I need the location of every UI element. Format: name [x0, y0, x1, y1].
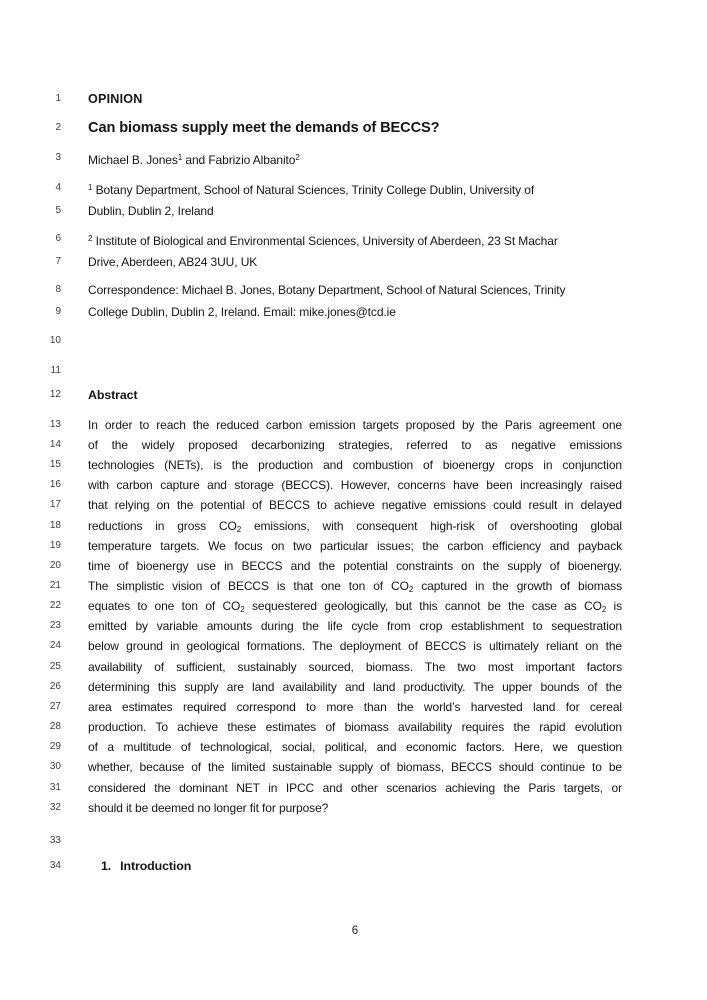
line-text — [88, 536, 622, 556]
text-segment: Can biomass supply meet the demands of BECCS? — [88, 120, 440, 136]
page-number: 6 — [351, 925, 359, 937]
text-segment: production. To achieve these estimates of biomass availability requires the rapid evolution — [88, 720, 622, 734]
line-text — [88, 252, 622, 272]
text-segment: with carbon capture and storage (BECCS). However, concerns have been increasingly raised — [88, 478, 622, 492]
abstract-line — [0, 778, 707, 798]
line-text — [88, 717, 622, 737]
affiliation-2-line2 — [0, 252, 707, 272]
text-segment: The simplistic vision of BECCS is that one ton of CO — [88, 579, 409, 593]
line-text — [88, 831, 622, 851]
text-segment: technologies (NETs), is the production and combustion of bioenergy crops in conjunction — [88, 458, 622, 472]
blank-line — [0, 331, 707, 351]
text-segment: that relying on the potential of BECCS to achieve negative emissions could result in delayed — [88, 498, 622, 512]
line-text — [88, 757, 622, 777]
text-segment: Drive, Aberdeen, AB24 3UU, UK — [88, 255, 258, 269]
line-number: 5 — [55, 205, 61, 216]
blank-line — [0, 361, 707, 381]
line-text — [88, 677, 622, 697]
text-segment: Dublin, Dublin 2, Ireland — [88, 204, 214, 218]
superscript: 1 — [177, 153, 183, 162]
abstract-line — [0, 717, 707, 737]
text-segment: Institute of Biological and Environmental Sciences, University of Aberdeen, 23 St Machar — [92, 234, 558, 248]
line-number: 16 — [49, 479, 61, 490]
line-text — [88, 415, 622, 435]
line-text — [88, 778, 622, 798]
line-number: 9 — [55, 306, 61, 317]
line-number: 31 — [49, 782, 61, 793]
line-text — [88, 361, 622, 381]
text-segment: below ground in geological formations. The deployment of BECCS is ultimately reliant on the — [88, 639, 622, 653]
line-number: 13 — [49, 419, 61, 430]
introduction-heading — [0, 856, 707, 876]
text-segment: emissions, with consequent high-risk of overshooting global — [241, 519, 622, 533]
line-text — [88, 636, 622, 656]
line-text — [88, 229, 622, 249]
line-number: 21 — [49, 580, 61, 591]
affiliation-1-line1 — [0, 178, 707, 198]
abstract-line — [0, 657, 707, 677]
line-number: 29 — [49, 741, 61, 752]
line-number: 24 — [49, 640, 61, 651]
text-segment: considered the dominant NET in IPCC and other scenarios achieving the Paris targets, or — [88, 781, 622, 795]
blank-line — [0, 831, 707, 851]
line-text — [88, 178, 622, 198]
text-segment: College Dublin, Dublin 2, Ireland. Email: mike.jones@tcd.ie — [88, 305, 396, 319]
text-segment: 1. — [101, 859, 112, 873]
line-number: 10 — [49, 335, 61, 346]
line-number: 11 — [50, 365, 61, 376]
text-segment: captured in the growth of biomass — [413, 579, 622, 593]
text-segment: of a multitude of technological, social, political, and economic factors. Here, we question — [88, 740, 622, 754]
abstract-line — [0, 757, 707, 777]
line-number: 6 — [55, 233, 61, 244]
text-segment: OPINION — [88, 92, 143, 106]
text-segment: and Fabrizio Albanito — [182, 153, 296, 167]
text-segment: Correspondence: Michael B. Jones, Botany Department, School of Natural Sciences, Trinity — [88, 283, 566, 297]
text-segment: Michael B. Jones — [88, 153, 178, 167]
abstract-line — [0, 697, 707, 717]
line-text — [88, 385, 622, 405]
text-segment: availability of sufficient, sustainably sourced, biomass. The two most important factors — [88, 660, 622, 674]
superscript: 2 — [88, 234, 93, 243]
correspondence-line1 — [0, 280, 707, 300]
line-text — [88, 657, 622, 677]
page-footer — [0, 921, 707, 941]
text-segment: emitted by variable amounts during the life cycle from crop establishment to sequestration — [88, 619, 622, 633]
line-text — [88, 798, 622, 818]
line-number: 3 — [55, 152, 61, 163]
line-text — [88, 856, 622, 876]
text-segment: time of bioenergy use in BECCS and the potential constraints on the supply of bioenergy. — [88, 559, 622, 573]
superscript: 1 — [88, 183, 93, 192]
text-segment: reductions in gross CO — [88, 519, 237, 533]
line-text — [88, 302, 622, 322]
text-segment: temperature targets. We focus on two particular issues; the carbon efficiency and payback — [88, 539, 622, 553]
affiliation-1-line2 — [0, 201, 707, 221]
subscript: 2 — [408, 585, 414, 594]
line-number: 17 — [49, 499, 61, 510]
text-segment: whether, because of the limited sustainable supply of biomass, BECCS should continue to be — [88, 760, 622, 774]
superscript: 2 — [295, 153, 300, 162]
article-title — [0, 118, 707, 138]
line-number: 25 — [49, 661, 61, 672]
abstract-line — [0, 556, 707, 576]
affiliation-2-line1 — [0, 229, 707, 249]
correspondence-line2 — [0, 302, 707, 322]
line-number: 32 — [49, 802, 61, 813]
text-segment: of the widely proposed decarbonizing strategies, referred to as negative emissions — [88, 438, 622, 452]
line-number: 7 — [55, 256, 61, 267]
line-number: 28 — [49, 721, 61, 732]
line-number: 34 — [49, 860, 61, 871]
line-text — [88, 280, 622, 300]
abstract-line — [0, 516, 707, 536]
abstract-line — [0, 495, 707, 515]
text-segment: Introduction — [120, 859, 192, 873]
abstract-line — [0, 435, 707, 455]
abstract-line — [0, 576, 707, 596]
text-segment: area estimates required correspond to more than the world’s harvested land for cereal — [88, 700, 622, 714]
line-text — [88, 556, 622, 576]
abstract-line — [0, 455, 707, 475]
line-number: 12 — [49, 389, 61, 400]
abstract-line — [0, 415, 707, 435]
abstract-line — [0, 737, 707, 757]
line-number: 23 — [49, 620, 61, 631]
line-number: 33 — [49, 835, 61, 846]
line-number: 1 — [55, 93, 61, 104]
line-number: 2 — [55, 122, 61, 133]
line-number: 15 — [49, 459, 61, 470]
line-text — [88, 435, 622, 455]
line-number: 4 — [55, 182, 61, 193]
abstract-line — [0, 677, 707, 697]
text-segment: In order to reach the reduced carbon emission targets proposed by the Paris agreement one — [88, 418, 622, 432]
abstract-line — [0, 475, 707, 495]
line-text — [88, 455, 622, 475]
subscript: 2 — [240, 605, 245, 614]
line-text — [88, 118, 622, 138]
abstract-line — [0, 596, 707, 616]
line-text — [88, 148, 622, 168]
line-text — [88, 495, 622, 515]
authors-line — [0, 148, 707, 168]
text-segment: should it be deemed no longer fit for purpose? — [88, 801, 329, 815]
line-number: 20 — [49, 560, 61, 571]
line-number: 19 — [49, 540, 61, 551]
line-number: 27 — [49, 701, 61, 712]
line-text — [88, 697, 622, 717]
line-text — [88, 596, 622, 616]
text-segment: Abstract — [88, 388, 138, 402]
subscript: 2 — [601, 605, 607, 614]
line-text — [88, 475, 622, 495]
text-segment: Botany Department, School of Natural Sciences, Trinity College Dublin, University of — [92, 183, 535, 197]
line-text — [88, 331, 622, 351]
subscript: 2 — [236, 525, 242, 534]
line-number: 30 — [49, 761, 61, 772]
abstract-line — [0, 536, 707, 556]
line-text — [88, 737, 622, 757]
abstract-line — [0, 616, 707, 636]
abstract-line — [0, 636, 707, 656]
line-text — [88, 516, 622, 536]
text-segment: equates to one ton of CO — [88, 599, 241, 613]
line-text — [88, 576, 622, 596]
opinion-heading — [0, 89, 707, 109]
line-text — [88, 616, 622, 636]
line-number: 26 — [49, 681, 61, 692]
line-number: 18 — [49, 520, 61, 531]
line-number: 8 — [55, 284, 61, 295]
line-number: 22 — [49, 600, 61, 611]
line-text — [88, 201, 622, 221]
abstract-line — [0, 798, 707, 818]
line-number: 14 — [49, 439, 61, 450]
text-segment: is — [606, 599, 622, 613]
text-segment: sequestered geologically, but this cannot be the case as CO — [244, 599, 602, 613]
abstract-heading — [0, 385, 707, 405]
line-text — [88, 89, 622, 109]
text-segment: determining this supply are land availability and land productivity. The upper bounds of the — [88, 680, 622, 694]
